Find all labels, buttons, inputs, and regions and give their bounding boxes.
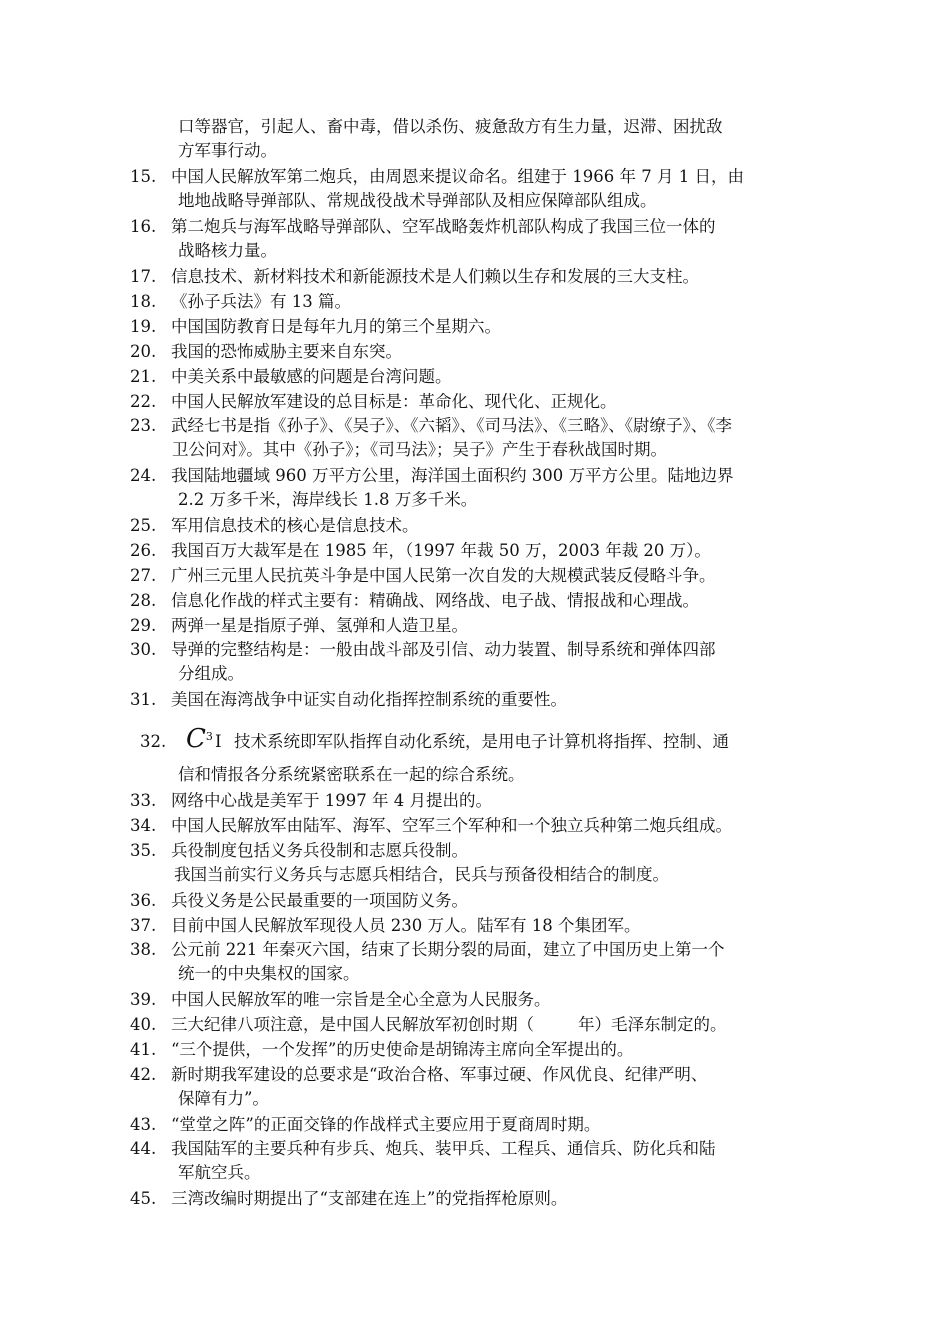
list-item: 40. 三大纪律八项注意，是中国人民解放军初创时期（ 年）毛泽东制定的。 xyxy=(0,1013,950,1037)
list-item: 35. 兵役制度包括义务兵役制和志愿兵役制。 xyxy=(0,839,950,863)
list-item: 15. 中国人民解放军第二炮兵，由周恩来提议命名。组建于 1966 年 7 月 1 日，由 xyxy=(0,165,950,189)
item-number: 35. xyxy=(130,841,157,860)
item-number: 36. xyxy=(130,891,157,910)
list-item-line: 地地战略导弹部队、常规战役战术导弹部队及相应保障部队组成。 xyxy=(178,191,657,210)
list-item: 41. “三个提供，一个发挥”的历史使命是胡锦涛主席向全军提出的。 xyxy=(0,1038,950,1062)
list-item: 45. 三湾改编时期提出了“支部建在连上”的党指挥枪原则。 xyxy=(0,1187,950,1211)
list-item: 29. 两弹一星是指原子弹、氢弹和人造卫星。 xyxy=(0,614,950,638)
list-item: 28. 信息化作战的样式主要有：精确战、网络战、电子战、情报战和心理战。 xyxy=(0,589,950,613)
item-number: 17. xyxy=(130,267,157,286)
list-item: 44. 我国陆军的主要兵种有步兵、炮兵、装甲兵、工程兵、通信兵、防化兵和陆 xyxy=(0,1137,950,1161)
item-number: 28. xyxy=(130,591,157,610)
item-number: 24. xyxy=(130,466,157,485)
item-number: 44. xyxy=(130,1139,157,1158)
list-item-line: 统一的中央集权的国家。 xyxy=(178,964,360,983)
item-number: 27. xyxy=(130,566,157,585)
list-item: 26. 我国百万大裁军是在 1985 年，（1997 年裁 50 万，2003 年裁 20 万）。 xyxy=(0,539,950,563)
item-number: 30. xyxy=(130,640,157,659)
list-item: 19. 中国国防教育日是每年九月的第三个星期六。 xyxy=(0,315,950,339)
item-number: 38. xyxy=(130,940,157,959)
item-number: 32. xyxy=(140,732,167,751)
list-item: 16. 第二炮兵与海军战略导弹部队、空军战略轰炸机部队构成了我国三位一体的 xyxy=(0,215,950,239)
item-number: 20. xyxy=(130,342,157,361)
list-item: 37. 目前中国人民解放军现役人员 230 万人。陆军有 18 个集团军。 xyxy=(0,914,950,938)
item-number: 26. xyxy=(130,541,157,560)
item-number: 45. xyxy=(130,1189,157,1208)
list-item: 17. 信息技术、新材料技术和新能源技术是人们赖以生存和发展的三大支柱。 xyxy=(0,265,950,289)
item-number: 15. xyxy=(130,167,157,186)
list-item-line: 卫公问对》。其中《孙子》；《司马法》；吴子》产生于春秋战国时期。 xyxy=(172,440,667,459)
list-item: 42. 新时期我军建设的总要求是“政治合格、军事过硬、作风优良、纪律严明、 xyxy=(0,1063,950,1087)
list-item-line: 我国当前实行义务兵与志愿兵相结合，民兵与预备役相结合的制度。 xyxy=(174,865,669,884)
list-item: 27. 广州三元里人民抗英斗争是中国人民第一次自发的大规模武装反侵略斗争。 xyxy=(0,564,950,588)
list-item: 23. 武经七书是指《孙子》、《吴子》、《六韬》、《司马法》、《三略》、《尉缭子》、《李 xyxy=(0,414,950,438)
list-item: 21. 中美关系中最敏感的问题是台湾问题。 xyxy=(0,365,950,389)
list-item-line: 方军事行动。 xyxy=(178,141,277,160)
list-item: 33. 网络中心战是美军于 1997 年 4 月提出的。 xyxy=(0,789,950,813)
list-item: 32. $C^3$ I 技术系统即军队指挥自动化系统，是用电子计算机将指挥、控制、通 xyxy=(0,725,950,759)
item-number: 41. xyxy=(130,1040,157,1059)
list-item: 20. 我国的恐怖威胁主要来自东突。 xyxy=(0,340,950,364)
item-number: 22. xyxy=(130,392,157,411)
list-item-line: 2.2 万多千米，海岸线长 1.8 万多千米。 xyxy=(178,490,478,509)
list-item-line: 战略核力量。 xyxy=(178,241,277,260)
list-item: 36. 兵役义务是公民最重要的一项国防义务。 xyxy=(0,889,950,913)
list-item: 34. 中国人民解放军由陆军、海军、空军三个军种和一个独立兵种第二炮兵组成。 xyxy=(0,814,950,838)
item-number: 31. xyxy=(130,690,157,709)
list-item: 43. “堂堂之阵”的正面交锋的作战样式主要应用于夏商周时期。 xyxy=(0,1113,950,1137)
list-item: 25. 军用信息技术的核心是信息技术。 xyxy=(0,514,950,538)
item-number: 34. xyxy=(130,816,157,835)
list-item: 18. 《孙子兵法》有 13 篇。 xyxy=(0,290,950,314)
item-number: 42. xyxy=(130,1065,157,1084)
list-item-line: 信和情报各分系统紧密联系在一起的综合系统。 xyxy=(178,765,525,784)
item-number: 37. xyxy=(130,916,157,935)
item-number: 16. xyxy=(130,217,157,236)
item-number: 43. xyxy=(130,1115,157,1134)
item-number: 21. xyxy=(130,367,157,386)
item-number: 23. xyxy=(130,416,157,435)
list-item: 22. 中国人民解放军建设的总目标是：革命化、现代化、正规化。 xyxy=(0,390,950,414)
item-number: 40. xyxy=(130,1015,157,1034)
list-item: 38. 公元前 221 年秦灭六国，结束了长期分裂的局面，建立了中国历史上第一个 xyxy=(0,938,950,962)
list-item-line: 军航空兵。 xyxy=(178,1163,261,1182)
list-item-line: 分组成。 xyxy=(178,664,244,683)
list-item: 30. 导弹的完整结构是：一般由战斗部及引信、动力装置、制导系统和弹体四部 xyxy=(0,638,950,662)
item-number: 25. xyxy=(130,516,157,535)
item-number: 33. xyxy=(130,791,157,810)
list-item-line: 保障有力”。 xyxy=(178,1089,269,1108)
list-item-line: 口等器官，引起人、畜中毒，借以杀伤、疲惫敌方有生力量，迟滞、困扰敌 xyxy=(178,117,723,136)
item-number: 18. xyxy=(130,292,157,311)
list-item: 24. 我国陆地疆域 960 万平方公里，海洋国土面积约 300 万平方公里。陆地边界 xyxy=(0,464,950,488)
item-number: 19. xyxy=(130,317,157,336)
item-number: 39. xyxy=(130,990,157,1009)
item-number: 29. xyxy=(130,616,157,635)
list-item: 39. 中国人民解放军的唯一宗旨是全心全意为人民服务。 xyxy=(0,988,950,1012)
c3i-symbol: $C^3$ xyxy=(186,724,213,754)
list-item: 31. 美国在海湾战争中证实自动化指挥控制系统的重要性。 xyxy=(0,688,950,712)
